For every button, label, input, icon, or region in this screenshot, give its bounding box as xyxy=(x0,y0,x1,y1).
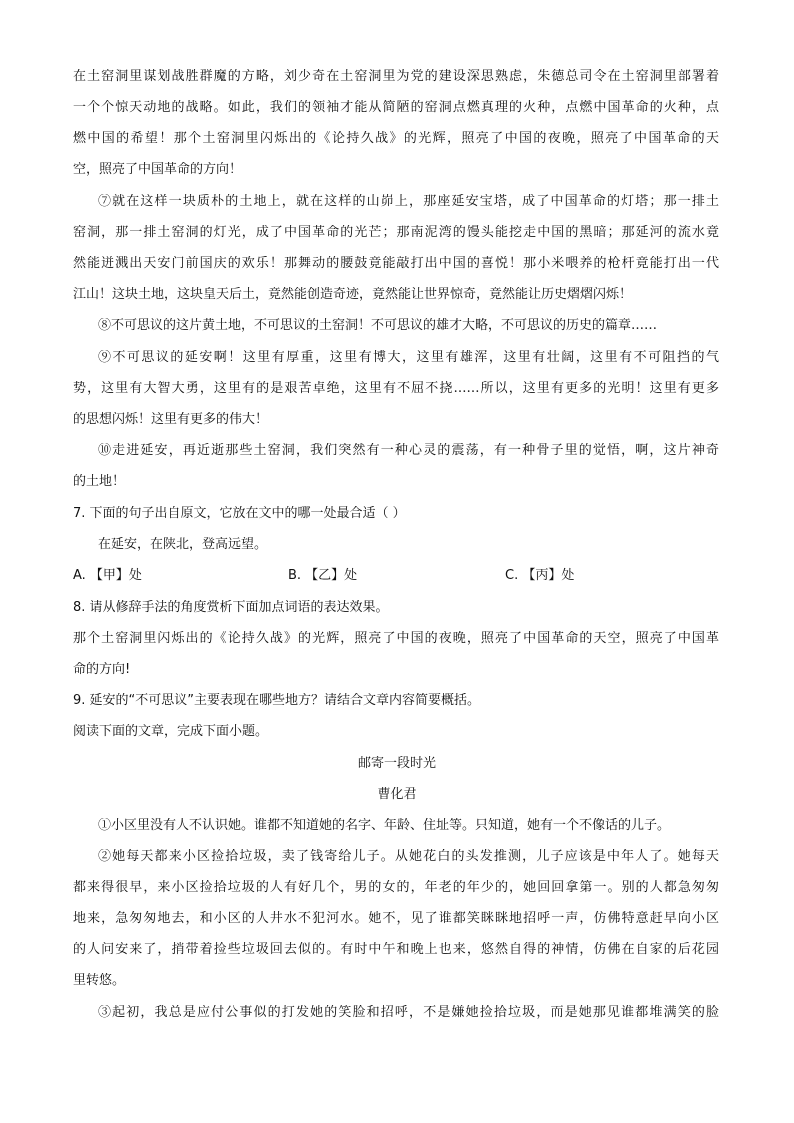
passage-line: 窑洞，那一排土窑洞的灯光，成了中国革命的光芒；那南泥湾的馒头能挖走中国的黑暗；那延河的流水竟 xyxy=(73,225,719,240)
article-line: 都来得很早，来小区捡拾垃圾的人有好几个，男的女的，年老的年少的，她回回拿第一。别的人都急匆匆 xyxy=(73,880,719,895)
passage-line: 空，照亮了中国革命的方向！ xyxy=(73,162,243,177)
question-8-prompt: 8. 请从修辞手法的角度赏析下面加点词语的表达效果。 xyxy=(73,600,389,615)
passage-line: 的土地！ xyxy=(73,474,126,489)
paragraph-8: ⑧不可思议的这片黄土地，不可思议的土窑洞！不可思议的雄才大略，不可思议的历史的篇章…… xyxy=(98,318,658,333)
passage-line: 的思想闪烁！这里有更多的伟大！ xyxy=(73,412,269,427)
paragraph-9: ⑨不可思议的延安啊！这里有厚重，这里有博大，这里有雄浑，这里有壮阔，这里有不可阻挡的气 xyxy=(98,350,719,365)
passage-line: 江山！这块土地，这块皇天后土，竟然能创造奇迹，竟然能让世界惊奇，竟然能让历史熠熠闪烁！ xyxy=(73,287,633,302)
passage-line: 燃中国的希望！那个土窑洞里闪烁出的《论持久战》的光辉，照亮了中国的夜晚，照亮了中国革命的天 xyxy=(73,131,719,146)
question-8-sentence: 那个土窑洞里闪烁出的《论持久战》的光辉，照亮了中国的夜晚，照亮了中国革命的天空，照亮了中国革 xyxy=(73,631,719,646)
passage-line: 在土窑洞里谋划战胜群魔的方略，刘少奇在土窑洞里为党的建设深思熟虑，朱德总司令在土窑洞里部署着 xyxy=(73,69,719,84)
article-line: 地来，急匆匆地去，和小区的人井水不犯河水。她不，见了谁都笑眯眯地招呼一声，仿佛特意赶早向小区 xyxy=(73,911,719,926)
option-b: B. 【乙】处 xyxy=(288,568,358,583)
article-line: 的人问安来了，捎带着捡些垃圾回去似的。有时中午和晚上也来，悠然自得的神情，仿佛在自家的后花园 xyxy=(73,942,719,957)
reading-instruction: 阅读下面的文章，完成下面小题。 xyxy=(73,724,269,739)
option-c: C. 【丙】处 xyxy=(505,568,575,583)
paragraph-10: ⑩走进延安，再近逝那些土窑洞，我们突然有一种心灵的震荡，有一种骨子里的觉悟，啊，这片神奇 xyxy=(98,443,719,458)
article-paragraph-3: ③起初，我总是应付公事似的打发她的笑脸和招呼，不是嫌她捡拾垃圾，而是她那见谁都堆满笑的脸 xyxy=(98,1005,719,1020)
article-title: 邮寄一段时光 xyxy=(357,756,436,771)
question-7-prompt: 7. 下面的句子出自原文，它放在文中的哪一处最合适（ ） xyxy=(73,506,406,521)
question-7-quote: 在延安，在陕北，登高远望。 xyxy=(98,537,268,552)
article-paragraph-1: ①小区里没有人不认识她。谁都不知道她的名字、年龄、住址等。只知道，她有一个不像话的儿子。 xyxy=(98,818,671,833)
paragraph-7: ⑦就在这样一块质朴的土地上，就在这样的山峁上，那座延安宝塔，成了中国革命的灯塔；那一排土 xyxy=(98,194,719,209)
article-paragraph-2: ②她每天都来小区捡拾垃圾，卖了钱寄给儿子。从她花白的头发推测，儿子应该是中年人了。她每天 xyxy=(98,849,719,864)
article-line: 里转悠。 xyxy=(73,973,126,988)
option-a: A. 【甲】处 xyxy=(73,568,142,583)
question-9-prompt: 9. 延安的“不可思议”主要表现在哪些地方？请结合文章内容简要概括。 xyxy=(73,693,481,708)
passage-line: 一个个惊天动地的战略。如此，我们的领袖才能从简陋的窑洞点燃真理的火种，点燃中国革命的火种，点 xyxy=(73,100,719,115)
passage-line: 势，这里有大智大勇，这里有的是艰苦卓绝，这里有不屈不挠……所以，这里有更多的光明！这里有更多 xyxy=(73,381,719,396)
passage-line: 然能迸溅出天安门前国庆的欢乐！那舞动的腰鼓竟能敲打出中国的喜悦！那小米喂养的枪杆竟能打出一代 xyxy=(73,256,719,271)
question-8-sentence: 命的方向! xyxy=(73,662,131,677)
article-author: 曹化君 xyxy=(377,787,417,802)
